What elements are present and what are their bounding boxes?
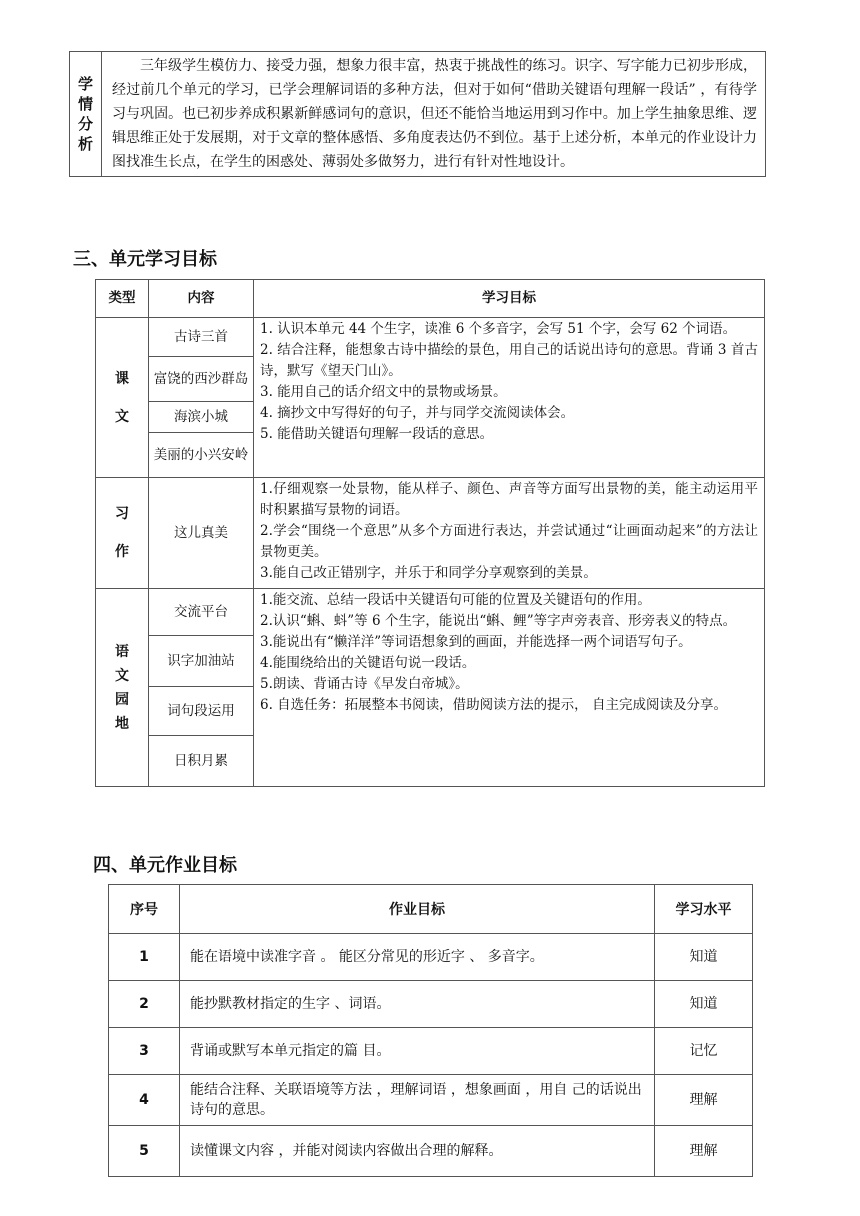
category-char: 语 — [115, 643, 129, 660]
table-row — [109, 934, 753, 981]
analysis-label-char: 情 — [77, 95, 93, 113]
goal-line: 6. 自选任务：拓展整本书阅读，借助阅读方法的提示， 自主完成阅读及分享。 — [260, 697, 727, 713]
goal-line: 2. 结合注释，能想象古诗中描绘的景色，用自己的话说出诗句的意思。背诵 3 首古诗，默写《望天门山》。 — [260, 342, 758, 379]
row-level: 记忆 — [655, 1028, 753, 1075]
content-item: 词句段运用 — [149, 687, 254, 736]
category-yuwenyuandi — [96, 589, 149, 787]
analysis-label — [70, 52, 102, 177]
homework-goals-table — [108, 884, 753, 1177]
header-content: 内容 — [149, 280, 254, 318]
table-row — [109, 1126, 753, 1177]
header-goals: 学习目标 — [254, 280, 765, 318]
row-level: 理解 — [655, 1075, 753, 1126]
content-item: 海滨小城 — [149, 402, 254, 433]
goal-line: 1.仔细观察一处景物，能从样子、颜色、声音等方面写出景物的美，能主动运用平时积累描写景物的词语。 — [260, 481, 758, 518]
row-no: 5 — [109, 1126, 180, 1177]
content-item: 这儿真美 — [149, 478, 254, 589]
header-level: 学习水平 — [655, 885, 753, 934]
category-char: 作 — [115, 544, 129, 560]
table-row — [109, 1075, 753, 1126]
row-target: 读懂课文内容 ，并能对阅读内容做出合理的解释。 — [180, 1126, 655, 1177]
row-target: 能抄默教材指定的生字 、词语。 — [180, 981, 655, 1028]
goal-line: 2.学会“围绕一个意思”从多个方面进行表达，并尝试通过“让画面动起来”的方法让景物更美。 — [260, 523, 758, 560]
table-header-row — [96, 280, 765, 318]
category-kewen — [96, 318, 149, 478]
category-char: 课 — [115, 370, 129, 387]
content-item: 交流平台 — [149, 589, 254, 636]
row-level: 知道 — [655, 934, 753, 981]
analysis-label-char: 分 — [77, 115, 93, 133]
row-target: 能结合注释、关联语境等方法 ，理解词语 ，想象画面 ，用自 己的话说出诗句的意思。 — [180, 1075, 655, 1126]
content-item: 富饶的西沙群岛 — [149, 357, 254, 402]
table-row — [109, 981, 753, 1028]
goal-line: 5. 能借助关键语句理解一段话的意思。 — [260, 426, 494, 442]
goal-line: 1.能交流、总结一段话中关键语句可能的位置及关键语句的作用。 — [260, 592, 651, 608]
goals-cell — [254, 589, 765, 787]
header-target: 作业目标 — [180, 885, 655, 934]
section3-title: 三、单元学习目标 — [73, 249, 217, 270]
section4-title: 四、单元作业目标 — [93, 855, 237, 876]
table-header-row — [109, 885, 753, 934]
header-no: 序号 — [109, 885, 180, 934]
row-target: 背诵或默写本单元指定的篇 目。 — [180, 1028, 655, 1075]
row-no: 2 — [109, 981, 180, 1028]
learning-analysis-table — [69, 51, 766, 177]
goal-line: 3.能自己改正错别字，并乐于和同学分享观察到的美景。 — [260, 565, 597, 581]
analysis-text: 三年级学生模仿力、接受力强，想象力很丰富，热衷于挑战性的练习。识字、写字能力已初步形成，经过前几个单元的学习，已学会理解词语的多种方法，但对于如何“借助关键语句理解一段话” ，有待学习与巩固。也已初步养成积累新鲜感词句的意识，但还不能恰当地运用到习作中。加上学生抽象思维、逻辑思维正处于发展期，对于文章的整体感悟、多角度表达仍不到位。基于上述分析，本单元的作业设计力图找准生长点，在学生的困惑处、薄弱处多做努力，进行有针对性地设计。 — [102, 52, 766, 177]
row-no: 4 — [109, 1075, 180, 1126]
goal-line: 4. 摘抄文中写得好的句子，并与同学交流阅读体会。 — [260, 405, 575, 421]
goal-line: 5.朗读、背诵古诗《早发白帝城》。 — [260, 676, 469, 692]
content-item: 日积月累 — [149, 736, 254, 787]
analysis-label-char: 学 — [77, 75, 93, 93]
analysis-label-char: 析 — [77, 135, 93, 153]
table-row — [109, 1028, 753, 1075]
row-level: 理解 — [655, 1126, 753, 1177]
row-no: 1 — [109, 934, 180, 981]
category-char: 文 — [115, 408, 129, 425]
category-char: 地 — [115, 715, 129, 732]
content-item: 古诗三首 — [149, 318, 254, 357]
category-char: 园 — [115, 691, 129, 708]
goal-line: 3. 能用自己的话介绍文中的景物或场景。 — [260, 384, 507, 400]
content-item: 识字加油站 — [149, 636, 254, 687]
goal-line: 4.能围绕给出的关键语句说一段话。 — [260, 655, 476, 671]
goal-line: 2.认识“蝌、蚪”等 6 个生字，能说出“蝌、鲤”等字声旁表音、形旁表义的特点。 — [260, 613, 737, 629]
content-item: 美丽的小兴安岭 — [149, 433, 254, 478]
learning-goals-table — [95, 279, 765, 787]
goals-cell — [254, 318, 765, 478]
category-char: 文 — [115, 667, 129, 684]
goal-line: 1. 认识本单元 44 个生字，读准 6 个多音字，会写 51 个字，会写 62 个词语。 — [260, 321, 737, 337]
row-level: 知道 — [655, 981, 753, 1028]
category-char: 习 — [115, 506, 129, 522]
header-type: 类型 — [96, 280, 149, 318]
row-target: 能在语境中读准字音 。 能区分常见的形近字 、 多音字。 — [180, 934, 655, 981]
row-no: 3 — [109, 1028, 180, 1075]
category-xizuo — [96, 478, 149, 589]
goal-line: 3.能说出有“懒洋洋”等词语想象到的画面，并能选择一两个词语写句子。 — [260, 634, 692, 650]
goals-cell — [254, 478, 765, 589]
